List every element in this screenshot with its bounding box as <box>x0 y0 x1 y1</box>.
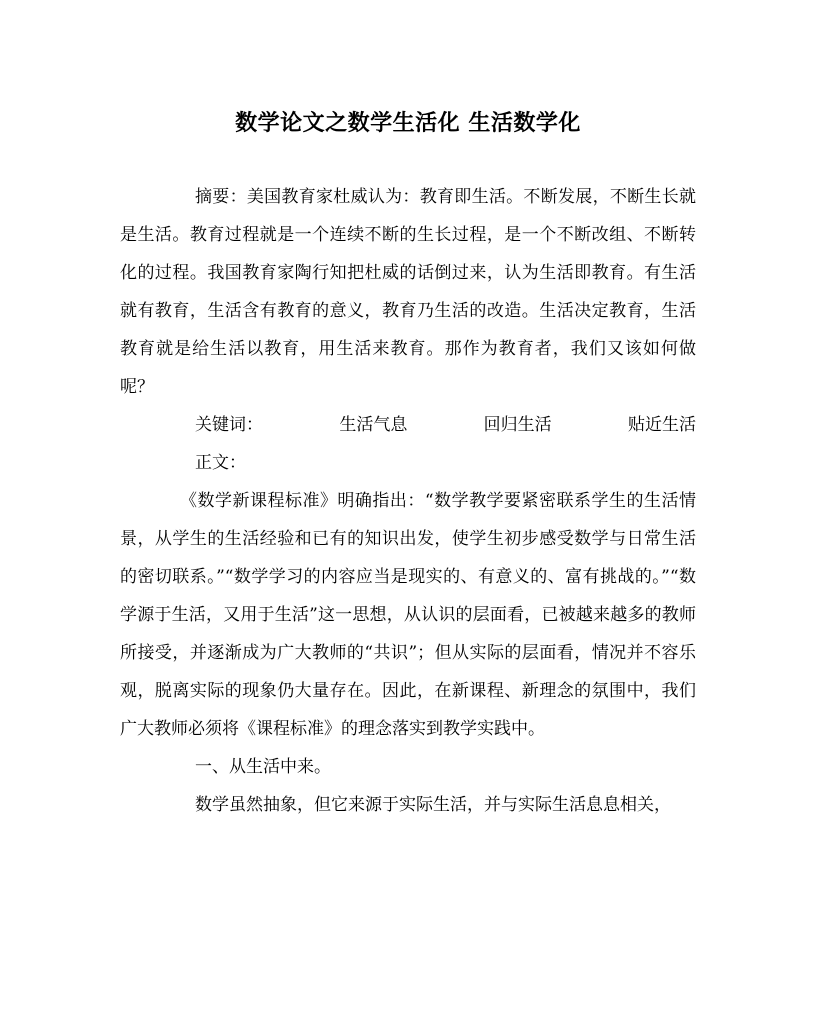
keywords-row <box>120 406 696 444</box>
body-paragraph-1: 《数学新课程标准》明确指出：“数学教学要紧密联系学生的生活情景，从学生的生活经验和已有的知识出发，使学生初步感受数学与日常生活的密切联系。”“数学学习的内容应当是现实的、有意义的、富有挑战的。”“数学源于生活，又用于生活”这一思想，从认识的层面看，已被越来越多的教师所接受，并逐渐成为广大教师的“共识”；但从实际的层面看，情况并不容乐观，脱离实际的现象仍大量存在。因此，在新课程、新理念的氛围中，我们广大教师必须将《课程标准》的理念落实到教学实践中。 <box>120 491 696 739</box>
document-title: 数学论文之数学生活化 生活数学化 <box>235 110 581 136</box>
abstract-paragraph: 摘要：美国教育家杜威认为：教育即生活。不断发展，不断生长就是生活。教育过程就是一个连续不断的生长过程，是一个不断改组、不断转化的过程。我国教育家陶行知把杜威的话倒过来，认为生活即教育。有生活就有教育，生活含有教育的意义，教育乃生活的改造。生活决定教育，生活教育就是给生活以教育，用生活来教育。那作为教育者，我们又该如何做呢？ <box>120 187 696 397</box>
section-heading: 一、从生活中来。 <box>195 757 331 777</box>
keywords-label: 关键词： <box>195 415 263 435</box>
keyword-item: 贴近生活 <box>627 415 696 435</box>
keyword-item: 回归生活 <box>483 415 552 435</box>
document-body <box>120 178 696 824</box>
keyword-item: 生活气息 <box>339 415 408 435</box>
body-label: 正文： <box>195 453 246 473</box>
body-paragraph-2: 数学虽然抽象，但它来源于实际生活，并与实际生活息息相关， <box>195 795 671 815</box>
